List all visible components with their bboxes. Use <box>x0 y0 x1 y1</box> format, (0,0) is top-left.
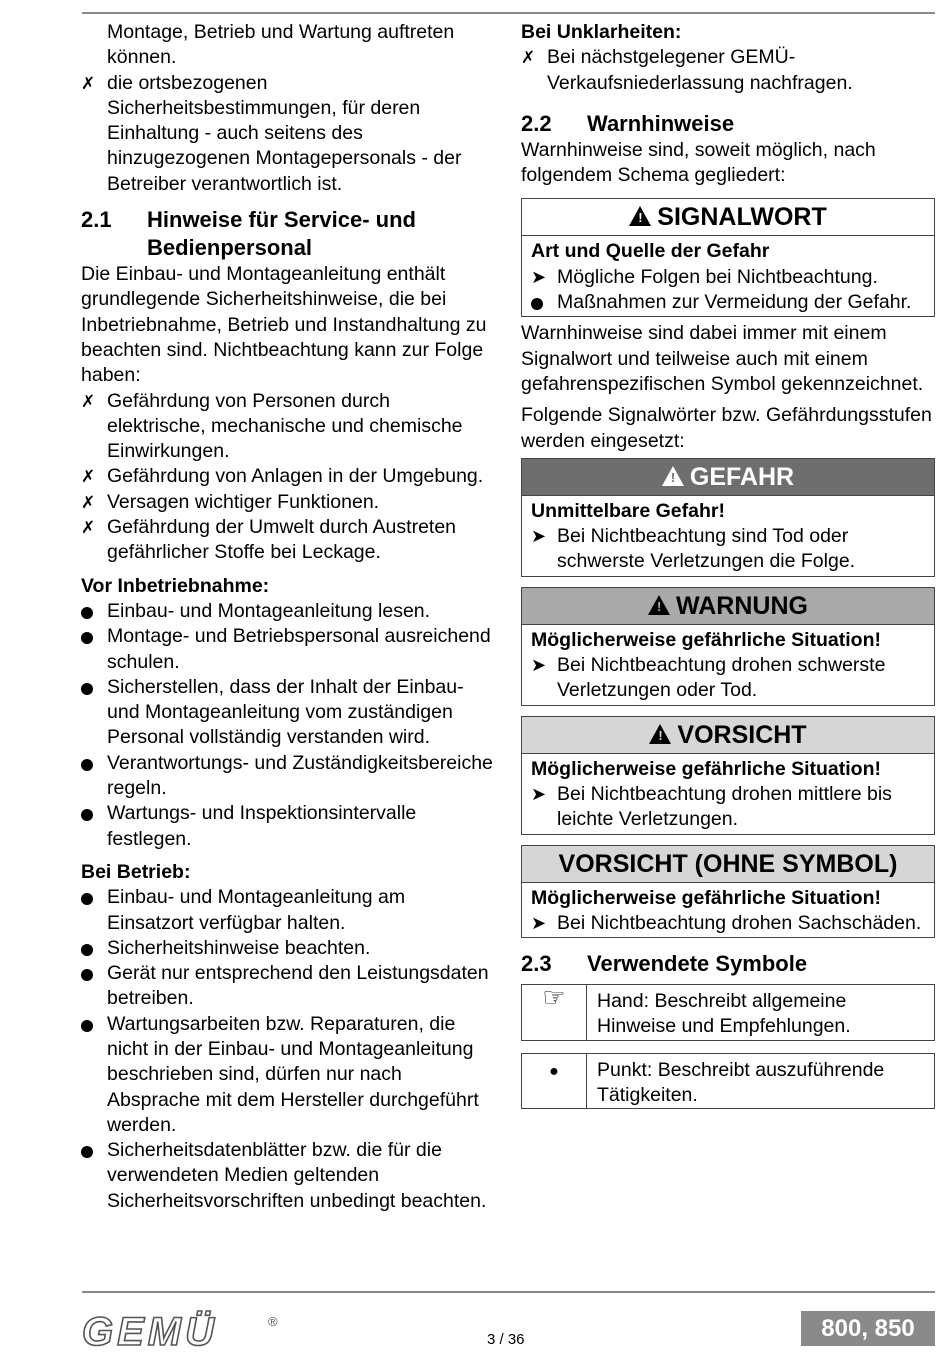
registered-mark: ® <box>268 1314 278 1329</box>
list-item: Einbau- und Montageanleitung am Einsatzort verfügbar halten. <box>81 885 493 936</box>
bei-betrieb-heading: Bei Betrieb: <box>81 860 191 883</box>
intro-continuation: Montage, Betrieb und Wartung auftreten können. <box>107 21 455 69</box>
vorsicht-title: Möglicherweise gefährliche Situation! <box>531 757 881 780</box>
cross-bullet-icon: ✗ <box>81 467 96 487</box>
arrow-bullet-icon: ➤ <box>531 655 547 676</box>
list-item: Sicherstellen, dass der Inhalt der Einbau- und Montageanleitung vom zuständigen Personal vollständig verstanden wird. <box>81 675 493 751</box>
section-heading-2-3: 2.3 Verwendete Symbole <box>521 951 808 977</box>
dot-bullet-icon <box>81 1020 93 1032</box>
dot-bullet-icon <box>81 809 93 821</box>
hand-icon: ☞ <box>522 985 587 1040</box>
vorsicht-ohne-title: Möglicherweise gefährliche Situation! <box>531 886 881 909</box>
dot-bullet-icon <box>81 632 93 644</box>
list-item: Einbau- und Montageanleitung lesen. <box>81 599 493 624</box>
dot-bullet-icon <box>81 893 93 905</box>
gemu-logo: GEMÜ <box>82 1310 218 1354</box>
cross-bullet-icon: ✗ <box>521 48 536 68</box>
warnung-box <box>521 587 935 706</box>
model-badge: 800, 850 <box>801 1311 935 1346</box>
gefahr-title: Unmittelbare Gefahr! <box>531 499 725 522</box>
symbol-description: Hand: Beschreibt allgemeine Hinweise und Empfehlungen. <box>597 990 851 1038</box>
page-number: 3 / 36 <box>487 1331 525 1348</box>
cross-bullet-icon: ✗ <box>81 518 96 538</box>
arrow-bullet-icon: ➤ <box>531 266 547 287</box>
schema-header: ! SIGNALWORT <box>522 199 934 236</box>
vorsicht-header: ! VORSICHT <box>522 717 934 754</box>
warnung-title: Möglicherweise gefährliche Situation! <box>531 628 881 651</box>
cross-bullet-icon: ✗ <box>81 492 96 512</box>
vorsicht-ohne-symbol-box <box>521 845 935 939</box>
list-item: ✗ Versagen wichtiger Funktionen. <box>81 490 493 515</box>
list-item: ➤ Bei Nichtbeachtung drohen schwerste Verletzungen oder Tod. <box>531 654 886 702</box>
cross-bullet-icon: ✗ <box>81 391 96 411</box>
dot-bullet-icon <box>81 683 93 695</box>
list-item: Montage- und Betriebspersonal ausreichend schulen. <box>81 624 493 675</box>
after-schema-text: Warnhinweise sind dabei immer mit einem Signalwort und teilweise auch mit einem gefahrenspezifischen Symbol gekennzeichnet. <box>521 322 924 395</box>
warnung-header: ! WARNUNG <box>522 588 934 625</box>
dot-bullet-icon <box>81 944 93 956</box>
section-2-2-text: Warnhinweise sind, soweit möglich, nach folgendem Schema gegliedert: <box>521 138 876 187</box>
vorsicht-ohne-header: VORSICHT (OHNE SYMBOL) <box>522 846 934 883</box>
list-item: Gerät nur entsprechend den Leistungsdaten betreiben. <box>81 961 493 1012</box>
vorsicht-box <box>521 716 935 835</box>
symbol-row-dot <box>521 1053 935 1110</box>
warning-triangle-icon: ! <box>629 206 651 226</box>
list-item: ➤ Bei Nichtbeachtung drohen Sachschäden. <box>531 911 925 936</box>
bei-unklarheiten-heading: Bei Unklarheiten: <box>521 21 682 43</box>
warning-triangle-icon: ! <box>648 595 670 615</box>
left-column <box>81 20 493 1214</box>
dot-icon: ● <box>522 1054 587 1109</box>
right-column <box>521 20 935 1109</box>
list-item: Maßnahmen zur Vermeidung der Gefahr. <box>531 290 925 315</box>
dot-bullet-icon <box>531 298 543 310</box>
list-item: ➤ Mögliche Folgen bei Nichtbeachtung. <box>531 265 925 290</box>
list-item: ✗ die ortsbezogenen Sicherheitsbestimmungen, für deren Einhaltung - auch seitens des hinzugezogenen Montagepersonals - der Betreiber verantwortlich ist. <box>81 71 462 195</box>
vor-inbetriebnahme-heading: Vor Inbetriebnahme: <box>81 574 270 597</box>
symbol-row-hand <box>521 984 935 1041</box>
symbol-description: Punkt: Beschreibt auszuführende Tätigkeiten. <box>597 1058 885 1107</box>
arrow-bullet-icon: ➤ <box>531 912 547 933</box>
dot-bullet-icon <box>81 1146 93 1158</box>
list-item: Verantwortungs- und Zuständigkeitsbereiche regeln. <box>81 751 493 802</box>
list-item: ➤ Bei Nichtbeachtung drohen mittlere bis leichte Verletzungen. <box>531 782 892 831</box>
list-item: Wartungs- und Inspektionsintervalle festlegen. <box>81 801 493 852</box>
list-item: ➤ Bei Nichtbeachtung sind Tod oder schwerste Verletzungen die Folge. <box>531 525 856 573</box>
dot-bullet-icon <box>81 759 93 771</box>
arrow-bullet-icon: ➤ <box>531 783 547 804</box>
top-rule <box>82 12 935 14</box>
gefahr-box <box>521 458 935 577</box>
warning-triangle-icon: ! <box>649 724 671 744</box>
cross-bullet-icon: ✗ <box>81 73 96 93</box>
arrow-bullet-icon: ➤ <box>531 526 547 547</box>
bottom-rule <box>82 1291 935 1293</box>
list-item: Sicherheitshinweise beachten. <box>81 936 493 961</box>
list-item: ✗ Bei nächstgelegener GEMÜ-Verkaufsniederlassung nachfragen. <box>521 46 853 94</box>
gefahr-header: ! GEFAHR <box>522 459 934 496</box>
section-2-1-text: Die Einbau- und Montageanleitung enthält grundlegende Sicherheitshinweise, die bei Inbetriebnahme, Betrieb und Instandhaltung zu beachten sind. Nichtbeachtung kann zur Folge haben: <box>81 263 487 387</box>
list-item: ✗ Gefährdung der Umwelt durch Austreten gefährlicher Stoffe bei Leckage. <box>81 516 457 564</box>
list-item: Sicherheitsdatenblätter bzw. die für die verwendeten Medien geltenden Sicherheitsvorschriften unbedingt beachten. <box>81 1138 493 1214</box>
schema-title: Art und Quelle der Gefahr <box>531 240 770 263</box>
list-item: ✗ Gefährdung von Anlagen in der Umgebung. <box>81 464 493 489</box>
list-item: Wartungsarbeiten bzw. Reparaturen, die nicht in der Einbau- und Montageanleitung beschrieben sind, dürfen nur nach Absprache mit dem Hersteller durchgeführt werden. <box>81 1012 493 1138</box>
dot-bullet-icon <box>81 969 93 981</box>
section-heading-2-1: 2.1 Hinweise für Service- und Bedienpersonal <box>81 207 416 261</box>
schema-warning-box <box>521 198 935 317</box>
section-heading-2-2: 2.2 Warnhinweise <box>521 110 735 136</box>
signal-intro-text: Folgende Signalwörter bzw. Gefährdungsstufen werden eingesetzt: <box>521 404 932 452</box>
list-item: ✗ Gefährdung von Personen durch elektrische, mechanische und chemische Einwirkungen. <box>81 389 463 463</box>
warning-triangle-icon: ! <box>662 466 684 486</box>
dot-bullet-icon <box>81 607 93 619</box>
